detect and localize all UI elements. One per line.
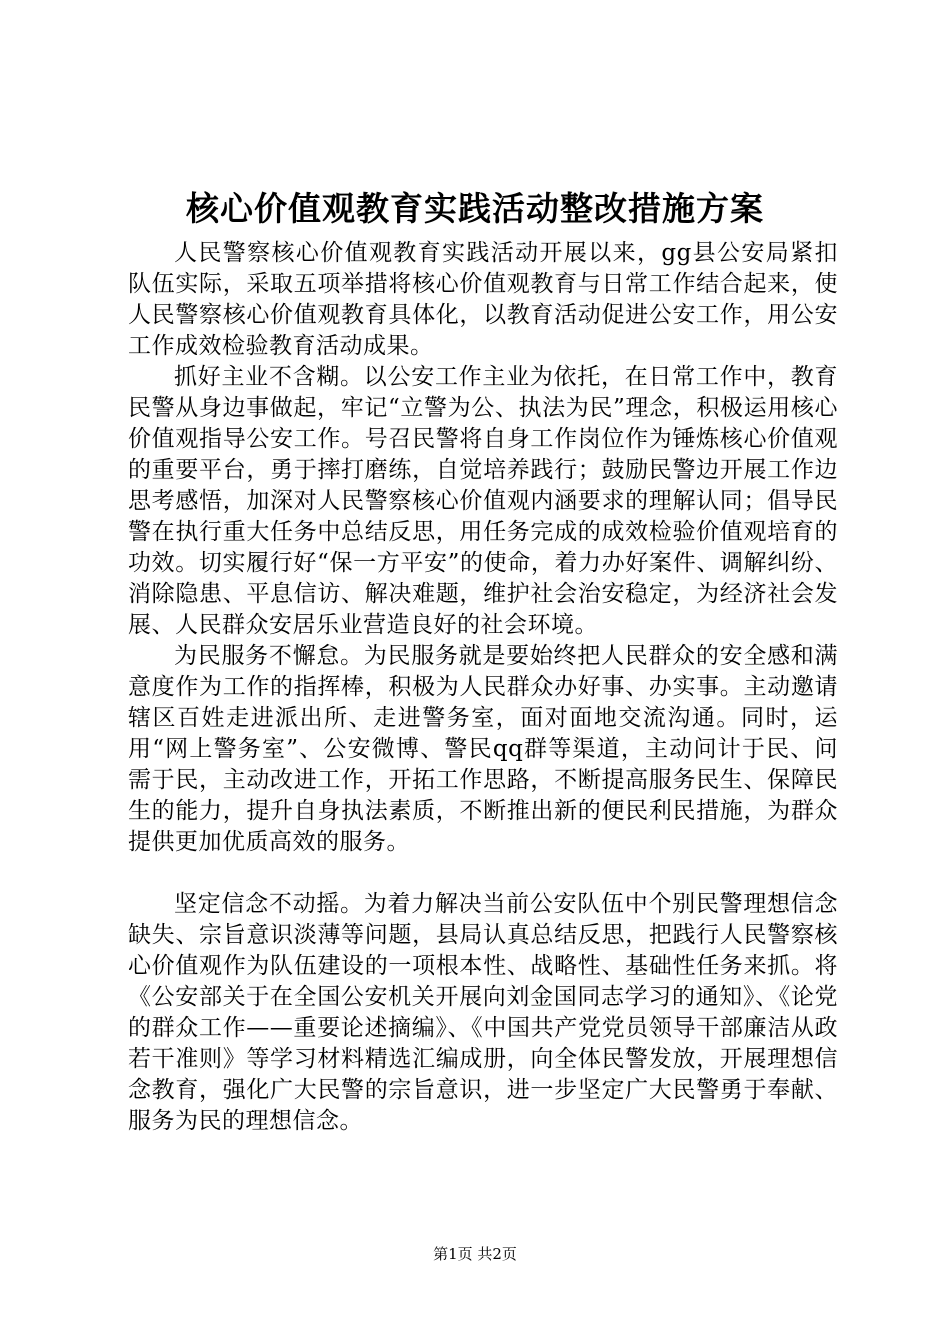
paragraph-intro: 人民警察核心价值观教育实践活动开展以来，gg县公安局紧扣队伍实际，采取五项举措将核心价值观教育与日常工作结合起来，使人民警察核心价值观教育具体化，以教育活动促进公安工作，用公安工作成效检验教育活动成果。 [128,240,838,359]
paragraph-serve-people: 为民服务不懈怠。为民服务就是要始终把人民群众的安全感和满意度作为工作的指挥棒，积极为人民群众办好事、办实事。主动邀请辖区百姓走进派出所、走进警务室，面对面地交流沟通。同时，运用“网上警务室”、公安微博、警民qq群等渠道，主动问计于民、问需于民，主动改进工作，开拓工作思路，不断提高服务民生、保障民生的能力，提升自身执法素质，不断推出新的便民利民措施，为群众提供更加优质高效的服务。 [128,643,838,855]
document-title: 核心价值观教育实践活动整改措施方案 [186,189,764,228]
paragraph-main-business: 抓好主业不含糊。以公安工作主业为依托，在日常工作中，教育民警从身边事做起，牢记“立警为公、执法为民”理念，积极运用核心价值观指导公安工作。号召民警将自身工作岗位作为锤炼核心价值观的重要平台，勇于摔打磨练，自觉培养践行；鼓励民警边开展工作边思考感悟，加深对人民警察核心价值观内涵要求的理解认同；倡导民警在执行重大任务中总结反思，用任务完成的成效检验价值观培育的功效。切实履行好“保一方平安”的使命，着力办好案件、调解纠纷、消除隐患、平息信访、解决难题，维护社会治安稳定，为经济社会发展、人民群众安居乐业营造良好的社会环境。 [128,364,838,638]
document-body [128,238,838,1137]
paragraph-firm-belief: 坚定信念不动摇。为着力解决当前公安队伍中个别民警理想信念缺失、宗旨意识淡薄等问题，县局认真总结反思，把践行人民警察核心价值观作为队伍建设的一项根本性、战略性、基础性任务来抓。将《公安部关于在全国公安机关开展向刘金国同志学习的通知》、《论党的群众工作——重要论述摘编》、《中国共产党党员领导干部廉洁从政若干准则》等学习材料精选汇编成册，向全体民警发放，开展理想信念教育，强化广大民警的宗旨意识，进一步坚定广大民警勇于奉献、服务为民的理想信念。 [128,891,838,1134]
page-number-footer: 第1页 共2页 [433,1245,517,1263]
